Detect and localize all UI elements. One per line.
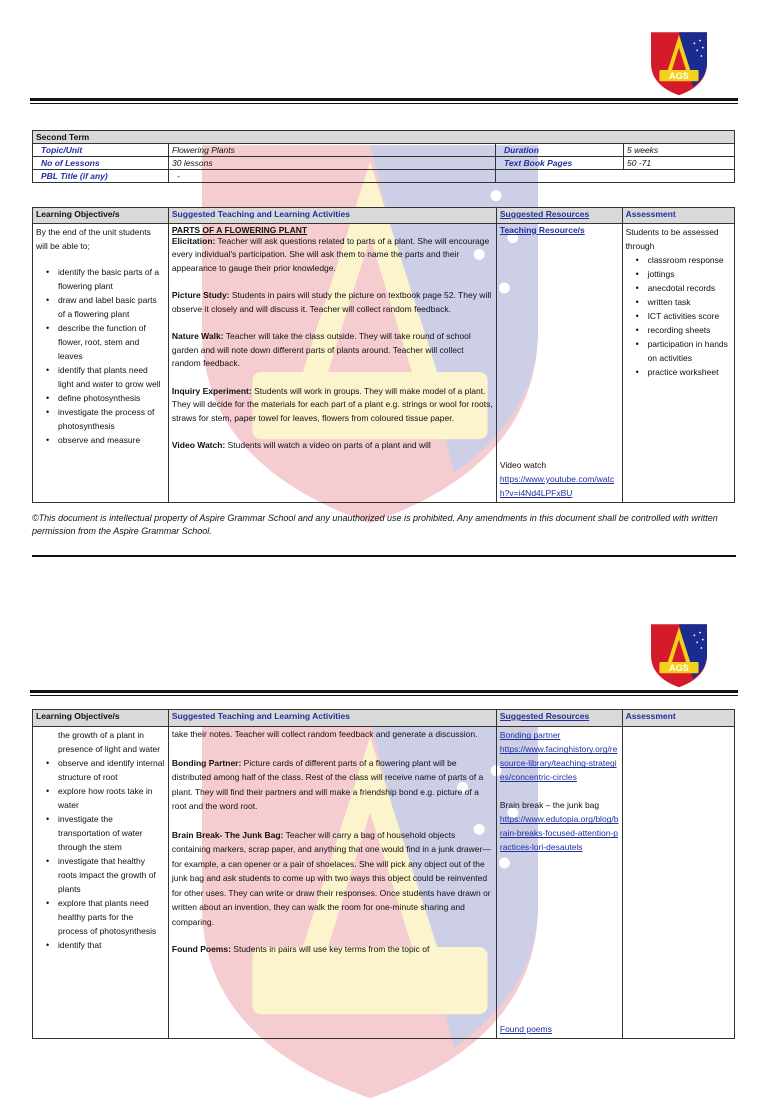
school-logo [644, 28, 714, 98]
list-item: • describe the function of flower, root, stem and leaves [48, 321, 165, 363]
resource-link[interactable]: https://www.edutopia.org/blog/brain-breaks-focused-attention-practices-lori-desautels [499, 814, 619, 853]
list-item: • identify the basic parts of a flowering plant [48, 265, 165, 293]
list-item: • recording sheets [638, 323, 731, 337]
list-item: • define photosynthesis [48, 391, 165, 405]
list-item: • explore how roots take in water [48, 784, 165, 812]
header-rule-thin [30, 103, 738, 104]
list-item: • observe and identify internal structure of root [48, 756, 165, 784]
resources-cell [496, 223, 622, 502]
resources-cell [496, 727, 622, 1039]
term-value: Flowering Plants [169, 144, 496, 157]
video-label: Video watch [499, 460, 547, 470]
header-objectives: Learning Objective/s [33, 208, 169, 224]
term-value: 5 weeks [624, 144, 735, 157]
school-logo [644, 620, 714, 690]
resource-label: Bonding partner [499, 730, 561, 741]
term-value: - [169, 170, 496, 183]
header-assessment: Assessment [622, 208, 734, 224]
video-link[interactable]: https://www.youtube.com/watch?v=i4Nd4LPFxBU [499, 474, 615, 498]
list-item: • participation in hands on activities [638, 337, 731, 365]
header-rule [30, 690, 738, 693]
resource-link[interactable]: https://www.facinghistory.org/resource-library/teaching-strategies/concentric-circles [499, 744, 618, 783]
term-value: 30 lessons [169, 157, 496, 170]
list-item: • classroom response [638, 253, 731, 267]
list-item: • investigate that healthy roots impact the growth of plants [48, 854, 165, 896]
objectives-intro: By the end of the unit students will be able to; [36, 226, 151, 251]
term-label: Topic/Unit [33, 144, 169, 157]
header-rule [30, 98, 738, 101]
list-item: • identify that [48, 938, 165, 952]
activity-paragraph: Elicitation: Teacher will ask questions related to parts of a plant. She will encourage every individual's participation. She will ask them to name the parts and their appearance to gauge their prior knowledge. [171, 235, 490, 273]
activity-paragraph: Bonding Partner: Picture cards of different parts of a flowering plant will be distributed among half of the class. Rest of the class will receive name of parts of a plant. They will find their partners and will make a friendship bond e.g. picture of a root and the word root. [171, 757, 484, 812]
activity-paragraph: take their notes. Teacher will collect random feedback and generate a discussion. [171, 729, 478, 740]
activity-title: PARTS OF A FLOWERING PLANT [171, 224, 308, 235]
assessment-cell [622, 223, 734, 502]
term-label: Text Book Pages [496, 157, 624, 170]
resources-title: Teaching Resource/s [499, 224, 585, 235]
activity-paragraph: Nature Walk: Teacher will take the class outside. They will take round of school garden and will note down different parts of plants around. Teacher will collect random feedback. [171, 331, 471, 369]
activity-paragraph: Picture Study: Students in pairs will study the picture on textbook page 52. They will observe it closely and will discuss it. Teacher will collect random feedback. [171, 290, 492, 314]
copyright-notice: ©This document is intellectual property of Aspire Grammar School and any unauthorized use is prohibited. Any amendments in this document shall be controlled with written permission from the Aspire Grammar School. [32, 513, 718, 536]
list-item: • investigate the process of photosynthesis [48, 405, 165, 433]
list-item: • observe and measure [48, 433, 165, 447]
term-value: 50 -71 [624, 157, 735, 170]
objectives-cell [33, 223, 169, 502]
header-objectives: Learning Objective/s [33, 710, 169, 727]
term-row [33, 157, 735, 170]
logo-text: AGS [669, 663, 689, 674]
objectives-list [36, 728, 165, 952]
header-resources: Suggested Resources [496, 710, 622, 727]
list-item: • written task [638, 295, 731, 309]
term-label: No of Lessons [33, 157, 169, 170]
assessment-intro: Students to be assessed through [625, 226, 719, 251]
list-item: • jottings [638, 267, 731, 281]
activity-paragraph: Found Poems: Students in pairs will use key terms from the topic of [171, 944, 430, 955]
lesson-plan-table-1 [32, 207, 735, 503]
resource-label: Brain break – the junk bag [499, 800, 600, 811]
objectives-list [36, 265, 165, 447]
header-activities: Suggested Teaching and Learning Activities [168, 710, 496, 727]
header-activities: Suggested Teaching and Learning Activities [168, 208, 496, 224]
term-label: Duration [496, 144, 624, 157]
term-row [33, 170, 735, 183]
activity-paragraph: Brain Break- The Junk Bag: Teacher will carry a bag of household objects containing markers, scrap paper, and anything that one would find in a junk drawer—for example, a can opener or a pair of shoelaces. She will pick any object out of the junk bag and ask students to come up with two ways this object could be reinvented for other uses. They can write or draw their responses. Once students have drawn or written about an invention, they can walk the room for one-minute sharing and comparing. [171, 829, 491, 927]
term-info-table [32, 130, 735, 183]
header-rule-thin [30, 695, 738, 696]
assessment-list [626, 253, 731, 379]
list-item: • draw and label basic parts of a flowering plant [48, 293, 165, 321]
assessment-cell [622, 727, 734, 1039]
header-assessment: Assessment [622, 710, 734, 727]
header-resources: Suggested Resources [496, 208, 622, 224]
activity-paragraph: Video Watch: Students will watch a video on parts of a plant and will [171, 440, 431, 451]
logo-text: AGS [669, 71, 689, 82]
footer-rule [32, 555, 736, 557]
activity-paragraph: Inquiry Experiment: Students will work in groups. They will make model of a plant. They will decide for the materials for each part of a plant e.g. strings or wool for roots, straws for stem, paper towel for leaves, flowers from coloured tissue paper. [171, 385, 493, 423]
list-item: • investigate the transportation of water through the stem [48, 812, 165, 854]
lesson-plan-table-2 [32, 709, 735, 1039]
list-item: • ICT activities score [638, 309, 731, 323]
list-item: • explore that plants need healthy parts for the process of photosynthesis [48, 896, 165, 938]
resource-label: Found poems [499, 1024, 552, 1034]
list-item: the growth of a plant in presence of light and water [58, 730, 161, 755]
activities-cell [168, 223, 496, 502]
term-empty-cell [496, 170, 735, 183]
term-label: PBL Title (if any) [33, 170, 169, 183]
list-item: • identify that plants need light and water to grow well [48, 363, 165, 391]
term-row [33, 144, 735, 157]
list-item: • anecdotal records [638, 281, 731, 295]
objectives-cell [33, 727, 169, 1039]
list-item: • practice worksheet [638, 365, 731, 379]
term-title: Second Term [33, 131, 735, 144]
activities-cell [168, 727, 496, 1039]
